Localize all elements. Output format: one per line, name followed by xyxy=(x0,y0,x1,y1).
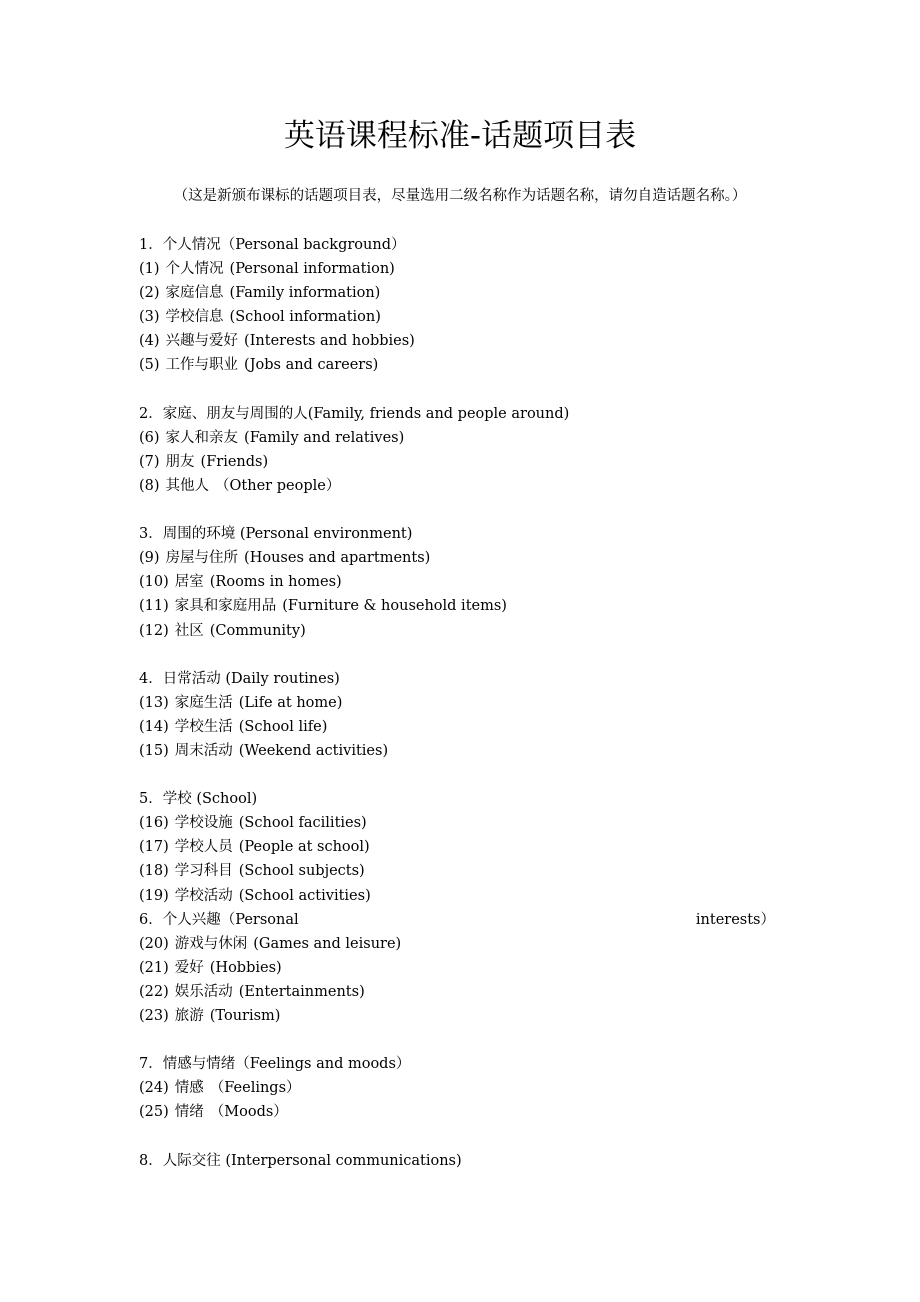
topic-number: (23) xyxy=(139,1008,169,1024)
topic-en: (Life at home) xyxy=(238,694,343,711)
topic-item xyxy=(139,257,779,281)
topic-en: (People at school) xyxy=(238,839,370,856)
topic-en: (School activities) xyxy=(238,887,371,904)
topic-zh: 学习科目 xyxy=(174,863,233,880)
topic-number: (3) xyxy=(139,309,160,326)
topic-zh: 家庭生活 xyxy=(174,694,233,711)
topic-item xyxy=(139,305,779,329)
topic-zh: 学校生活 xyxy=(174,718,233,735)
topic-en: (Entertainments) xyxy=(238,983,365,1000)
topic-zh: 家具和家庭用品 xyxy=(174,598,277,615)
topic-zh: 学校信息 xyxy=(165,309,224,326)
topic-zh: 旅游 xyxy=(174,1008,204,1024)
instruction-note: （这是新颁布课标的话题项目表，尽量选用二级名称作为话题名称，请勿自造话题名称。） xyxy=(173,188,747,204)
topic-en: (School subjects) xyxy=(238,863,365,880)
section-spacer xyxy=(139,643,779,667)
topic-en: (Community) xyxy=(209,622,306,639)
section-spacer xyxy=(139,498,779,522)
topic-en: (Houses and apartments) xyxy=(244,550,431,567)
topic-zh: 社区 xyxy=(174,622,204,639)
topic-zh: 学校设施 xyxy=(174,815,233,832)
topic-item xyxy=(139,715,779,739)
topic-item xyxy=(139,474,779,498)
topic-item xyxy=(139,546,779,570)
topic-number: (8) xyxy=(139,477,160,494)
topic-item xyxy=(139,1100,779,1124)
topic-zh: 朋友 xyxy=(165,453,195,470)
topic-number: (7) xyxy=(139,453,160,470)
section-spacer xyxy=(139,1028,779,1052)
topic-zh: 周末活动 xyxy=(174,742,233,759)
topic-en: (Hobbies) xyxy=(209,959,282,976)
topic-number: (2) xyxy=(139,285,160,302)
topic-en: (Games and leisure) xyxy=(253,935,402,952)
topic-en: (Family information) xyxy=(229,285,381,302)
topic-zh: 个人情况 xyxy=(165,261,224,278)
topic-number: (18) xyxy=(139,863,169,880)
topic-zh: 游戏与休闲 xyxy=(174,935,248,952)
topic-item xyxy=(139,739,779,763)
topic-item xyxy=(139,691,779,715)
topic-zh: 娱乐活动 xyxy=(174,983,233,1000)
section-heading: 2．家庭、朋友与周围的人(Family, friends and people around) xyxy=(139,405,570,422)
section-heading: 4．日常活动 (Daily routines) xyxy=(139,670,340,687)
section-heading: 1．个人情况（Personal background） xyxy=(139,237,406,253)
topic-item xyxy=(139,1004,779,1028)
topic-number: (6) xyxy=(139,429,160,446)
topic-item xyxy=(139,570,779,594)
topic-en: (Weekend activities) xyxy=(238,742,389,759)
topic-number: (1) xyxy=(139,261,160,278)
section-spacer xyxy=(139,1124,779,1148)
topic-zh: 爱好 xyxy=(174,959,204,976)
section-heading: 8．人际交往 (Interpersonal communications) xyxy=(139,1152,462,1169)
topic-item xyxy=(139,859,779,883)
topic-zh: 工作与职业 xyxy=(165,357,239,374)
topic-en: （Other people） xyxy=(215,477,341,494)
topic-zh: 兴趣与爱好 xyxy=(165,333,239,350)
topic-en: (Furniture & household items) xyxy=(282,598,507,615)
page-title: 英语课程标准-话题项目表 xyxy=(283,118,637,154)
topic-zh: 家人和亲友 xyxy=(165,429,239,446)
topic-zh: 房屋与住所 xyxy=(165,550,239,567)
topic-number: (5) xyxy=(139,357,160,374)
topic-number: (21) xyxy=(139,959,169,976)
topic-zh: 情绪 xyxy=(174,1104,204,1121)
topic-en: (Tourism) xyxy=(209,1008,281,1024)
topic-number: (11) xyxy=(139,598,169,615)
topic-item xyxy=(139,835,779,859)
topic-zh: 情感 xyxy=(174,1080,204,1097)
section-spacer xyxy=(139,378,779,402)
topic-number: (19) xyxy=(139,887,169,904)
section-heading-left: 6．个人兴趣（Personal xyxy=(139,911,299,928)
topic-en: (School facilities) xyxy=(238,815,367,832)
topic-item xyxy=(139,450,779,474)
topic-en: (Personal information) xyxy=(229,261,395,278)
topic-en: （Feelings） xyxy=(209,1080,301,1097)
topic-item xyxy=(139,884,779,908)
topic-number: (10) xyxy=(139,574,169,591)
topic-en: (Interests and hobbies) xyxy=(244,333,415,350)
section-heading-right: interests） xyxy=(695,911,775,928)
topic-number: (4) xyxy=(139,333,160,350)
topic-item xyxy=(139,1076,779,1100)
topic-number: (25) xyxy=(139,1104,169,1121)
topic-list xyxy=(139,233,779,1173)
topic-zh: 其他人 xyxy=(165,477,210,494)
topic-en: (School life) xyxy=(238,718,328,735)
topic-item xyxy=(139,980,779,1004)
topic-en: (Rooms in homes) xyxy=(209,574,342,591)
section-spacer xyxy=(139,763,779,787)
topic-item xyxy=(139,426,779,450)
topic-zh: 家庭信息 xyxy=(165,285,224,302)
topic-number: (24) xyxy=(139,1080,169,1097)
topic-item xyxy=(139,956,779,980)
topic-number: (9) xyxy=(139,550,160,567)
topic-en: (Jobs and careers) xyxy=(244,357,379,374)
topic-en: (Family and relatives) xyxy=(244,429,405,446)
section-heading: 5．学校 (School) xyxy=(139,791,258,808)
topic-number: (16) xyxy=(139,815,169,832)
topic-item xyxy=(139,281,779,305)
section-heading: 7．情感与情绪（Feelings and moods） xyxy=(139,1056,411,1073)
section-heading: 3．周围的环境 (Personal environment) xyxy=(139,526,413,543)
topic-number: (12) xyxy=(139,622,169,639)
topic-en: (School information) xyxy=(229,309,381,326)
topic-item xyxy=(139,329,779,353)
topic-item xyxy=(139,619,779,643)
topic-zh: 居室 xyxy=(174,574,204,591)
topic-zh: 学校活动 xyxy=(174,887,233,904)
topic-en: (Friends) xyxy=(200,453,269,470)
topic-en: （Moods） xyxy=(209,1104,288,1121)
topic-number: (17) xyxy=(139,839,169,856)
topic-number: (13) xyxy=(139,694,169,711)
topic-number: (15) xyxy=(139,742,169,759)
topic-number: (20) xyxy=(139,935,169,952)
topic-item xyxy=(139,594,779,618)
topic-zh: 学校人员 xyxy=(174,839,233,856)
topic-item xyxy=(139,811,779,835)
topic-item xyxy=(139,353,779,377)
section-heading xyxy=(139,908,775,932)
topic-item xyxy=(139,932,779,956)
topic-number: (22) xyxy=(139,983,169,1000)
topic-number: (14) xyxy=(139,718,169,735)
